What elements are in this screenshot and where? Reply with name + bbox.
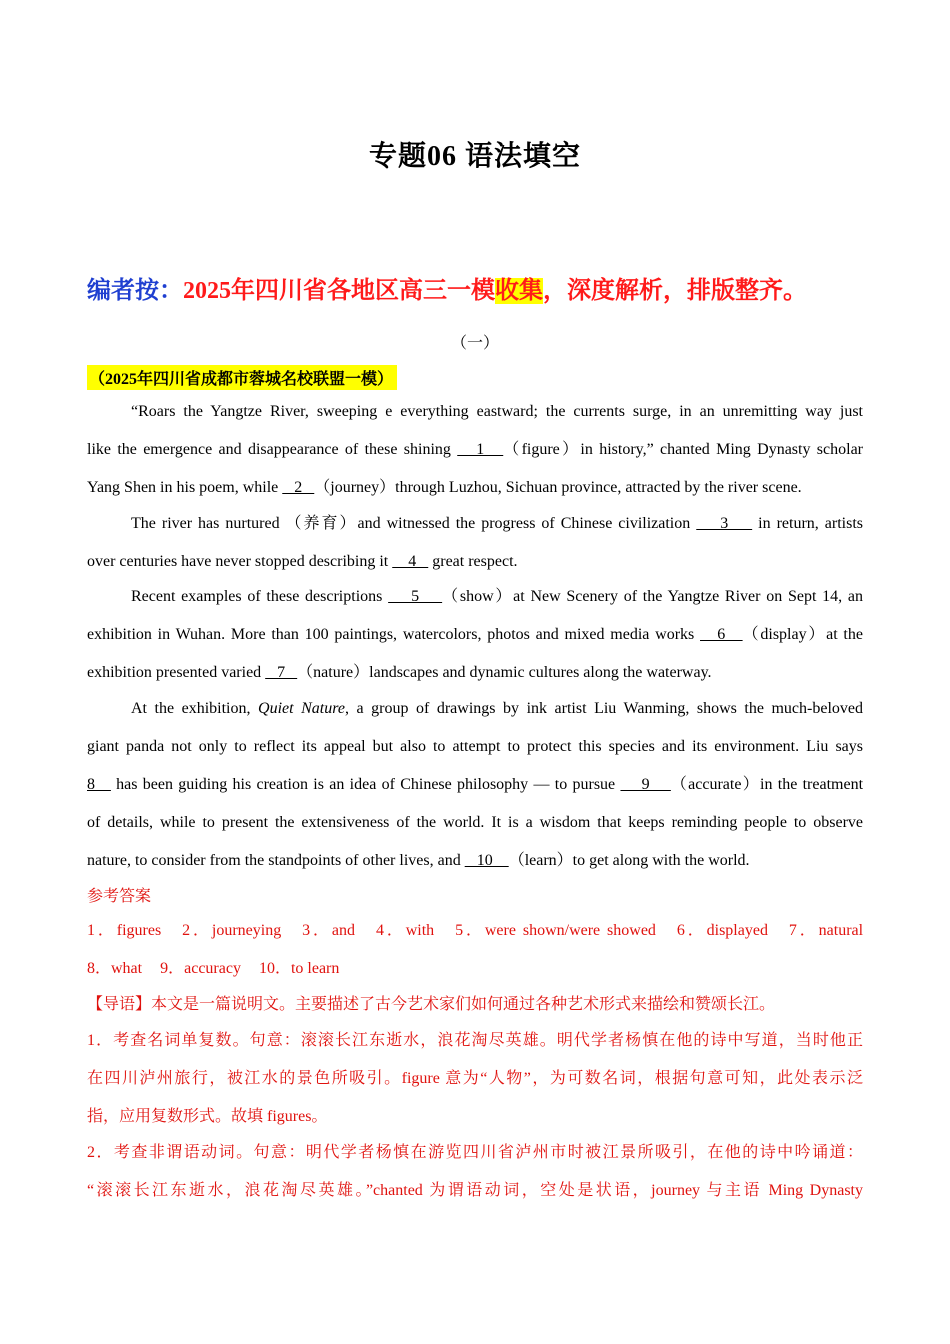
text-segment: Recent examples of these descriptions — [131, 588, 389, 605]
answer-item: 7．natural — [788, 922, 863, 939]
editor-note — [87, 270, 807, 305]
text-segment: Yang Shen in his poem, while — [87, 479, 283, 496]
passage-p1-line3 — [87, 476, 863, 500]
answer-item: 10．to learn — [258, 960, 340, 977]
text-segment: over centuries have never stopped describing it — [87, 553, 393, 570]
text-segment: has been guiding his creation is an idea of Chinese philosophy — to pursue — [110, 776, 621, 793]
editor-note-text: 2025年四川省各地区高三一模 — [183, 278, 495, 304]
answer-item: 8．what — [87, 960, 143, 977]
source-label: （2025年四川省成都市蓉城名校联盟一模） — [87, 365, 397, 390]
passage-p3-line2 — [87, 623, 863, 647]
passage-p4-line3 — [87, 773, 863, 797]
section-number: （一） — [450, 335, 499, 352]
passage-p4-line2: giant panda not only to reflect its appeal but also to attempt to protect this species and its environment. Liu says — [87, 738, 863, 755]
passage-p4-line4: of details, while to present the extensiveness of the world. It is a wisdom that keeps reminding people to observe — [87, 814, 863, 831]
text-segment: （accurate）in the treatment — [670, 776, 863, 793]
editor-note-text-end: ，深度解析，排版整齐。 — [543, 278, 807, 304]
blank-7: 7 — [265, 664, 298, 681]
text-segment: The river has nurtured （养育）and witnessed the progress of Chinese civilization — [131, 515, 697, 532]
text-segment: , a group of drawings by ink artist Liu Wanming, shows the much-beloved — [344, 700, 863, 717]
text-segment: great respect. — [428, 553, 518, 570]
editor-note-label: 编者按： — [87, 278, 183, 304]
answers-row-1 — [87, 919, 863, 943]
blank-8: 8 — [87, 776, 111, 793]
text-segment: （display）at the — [742, 626, 863, 643]
answer-item: 5．were shown/were showed — [455, 922, 656, 939]
blank-4: 4 — [392, 553, 429, 570]
work-title: Quiet Nature — [258, 700, 345, 717]
blank-1: 1 — [457, 441, 504, 458]
text-segment: （learn）to get along with the world. — [508, 852, 750, 869]
editor-note-highlight: 收集 — [495, 278, 543, 304]
explanation-intro: 【导语】本文是一篇说明文。主要描述了古今艺术家们如何通过各种艺术形式来描绘和赞颂长江。 — [87, 996, 776, 1013]
passage-p2-line1 — [131, 512, 863, 536]
passage-p1-line1: “Roars the Yangtze River, sweeping e everything eastward; the currents surge, in an unremitting way just — [131, 403, 863, 420]
answer-item: 1．figures — [87, 922, 162, 939]
text-segment: （figure）in history,” chanted Ming Dynasty scholar — [503, 441, 863, 458]
explanation-2-line1: 2．考查非谓语动词。句意：明代学者杨慎在游览四川省泸州市时被江景所吸引，在他的诗中吟诵道： — [87, 1144, 863, 1161]
blank-6: 6 — [700, 626, 743, 643]
text-segment: （nature）landscapes and dynamic cultures along the waterway. — [297, 664, 712, 681]
text-segment: （journey）through Luzhou, Sichuan province, attracted by the river scene. — [314, 479, 802, 496]
passage-p2-line2 — [87, 550, 863, 574]
passage-p3-line3 — [87, 661, 863, 685]
text-segment: exhibition presented varied — [87, 664, 266, 681]
answer-item: 3．and — [302, 922, 356, 939]
text-segment: in return, artists — [752, 515, 863, 532]
passage-p1-line2 — [87, 438, 863, 462]
explanation-1-line1: 1．考查名词单复数。句意：滚滚长江东逝水，浪花淘尽英雄。明代学者杨慎在他的诗中写道，当时他正 — [87, 1032, 863, 1049]
text-segment: exhibition in Wuhan. More than 100 paintings, watercolors, photos and mixed media works — [87, 626, 701, 643]
text-segment: like the emergence and disappearance of these shining — [87, 441, 458, 458]
passage-p4-line1 — [131, 697, 863, 721]
blank-10: 10 — [464, 852, 509, 869]
explanation-1-line2: 在四川泸州旅行，被江水的景色所吸引。figure 意为“人物”，为可数名词，根据句意可知，此处表示泛 — [87, 1070, 863, 1087]
page-title: 专题06 语法填空 — [368, 141, 581, 172]
text-segment: nature, to consider from the standpoints of other lives, and — [87, 852, 465, 869]
blank-2: 2 — [282, 479, 315, 496]
answer-item: 4．with — [375, 922, 435, 939]
blank-3: 3 — [696, 515, 753, 532]
passage-p4-line5 — [87, 849, 863, 873]
answers-row-2 — [87, 957, 863, 981]
explanation-1-line3: 指，应用复数形式。故填 figures。 — [87, 1108, 328, 1125]
answer-item: 9．accuracy — [160, 960, 241, 977]
blank-9: 9 — [620, 776, 671, 793]
answer-item: 2．journeying — [182, 922, 282, 939]
answer-item: 6．displayed — [676, 922, 768, 939]
answers-heading: 参考答案 — [87, 888, 152, 905]
text-segment: （show）at New Scenery of the Yangtze River on Sept 14, an — [442, 588, 863, 605]
text-segment: At the exhibition, — [131, 700, 259, 717]
passage-p3-line1 — [131, 585, 863, 609]
blank-5: 5 — [388, 588, 443, 605]
explanation-2-line2: “滚滚长江东逝水，浪花淘尽英雄。”chanted 为谓语动词，空处是状语，journey 与主语 Ming Dynasty — [87, 1182, 863, 1199]
